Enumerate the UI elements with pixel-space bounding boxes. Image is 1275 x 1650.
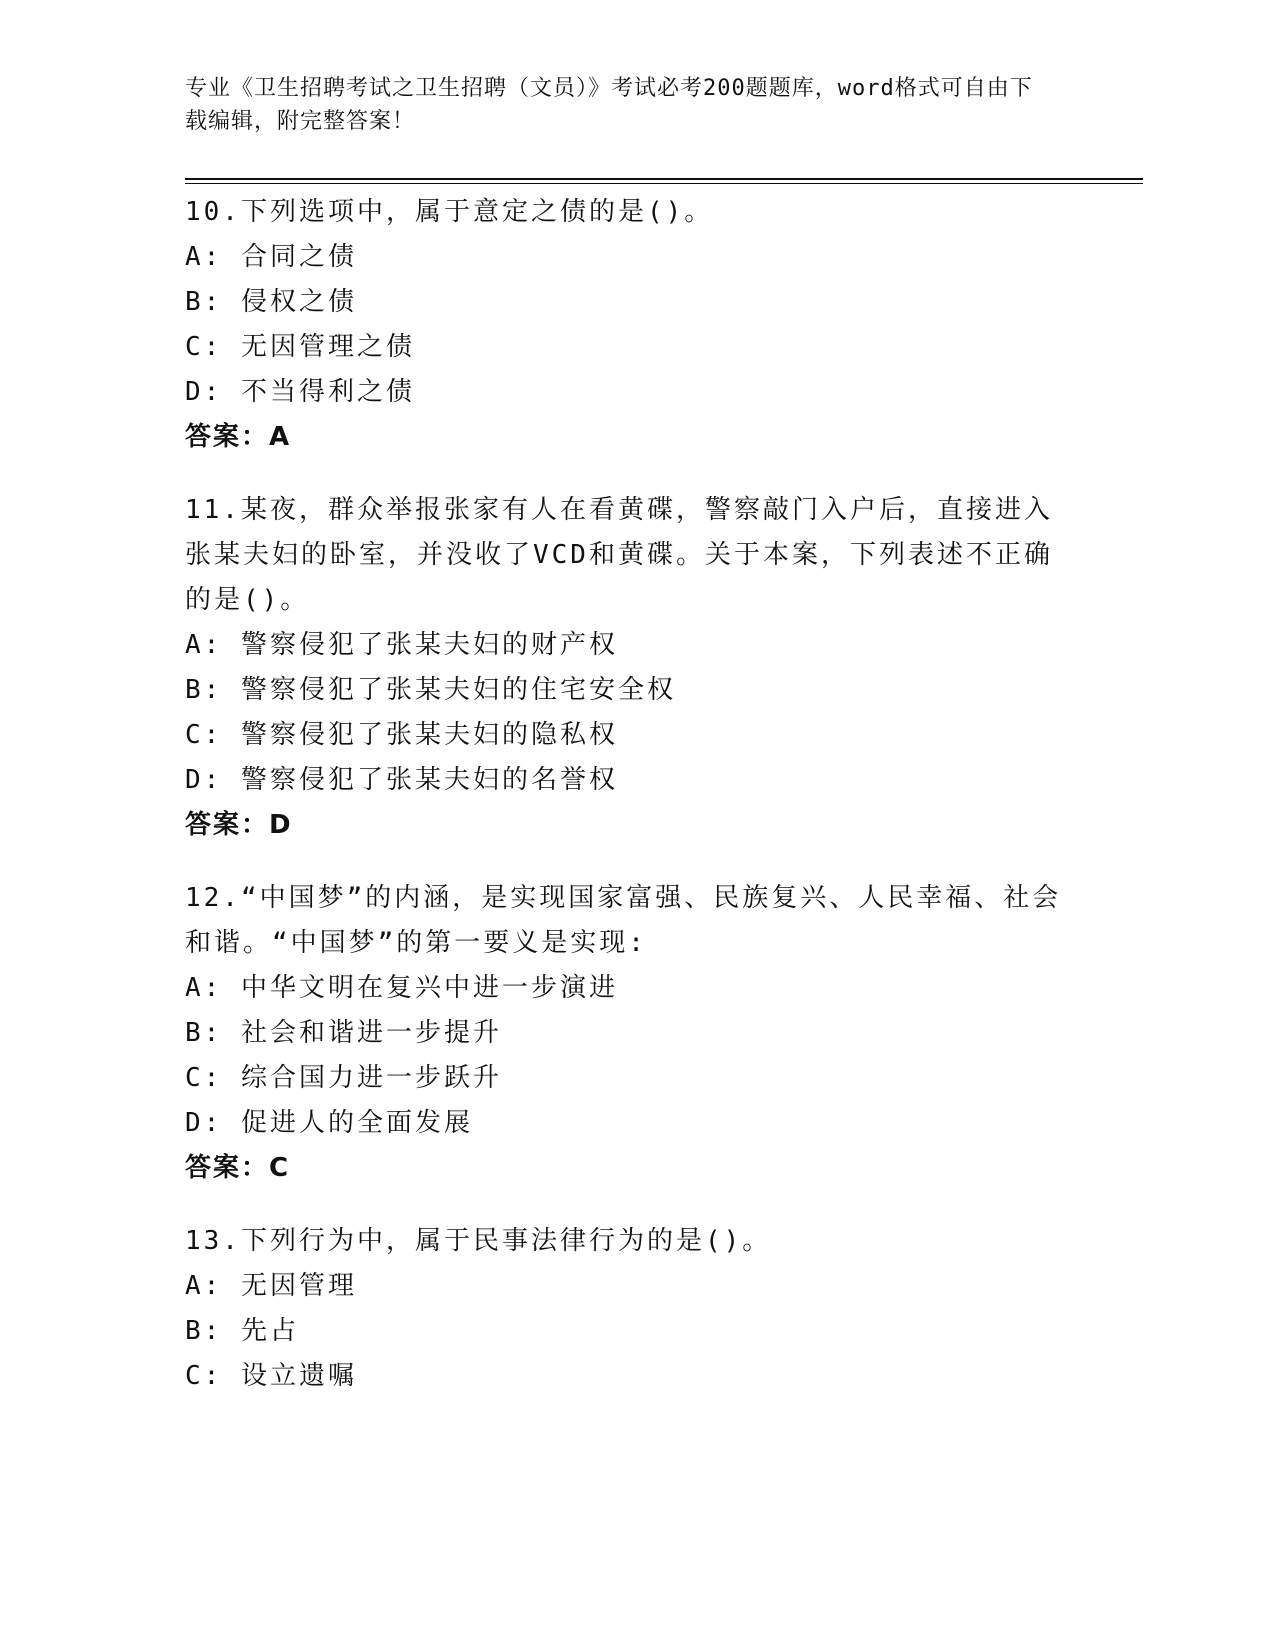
answer-label: 答案：C: [185, 1153, 291, 1183]
question-stem: 13.下列行为中，属于民事法律行为的是()。: [185, 1226, 772, 1256]
option-b: B: 侵权之债: [185, 287, 357, 317]
option-d: D: 警察侵犯了张某夫妇的名誉权: [185, 765, 618, 795]
option-b: B: 警察侵犯了张某夫妇的住宅安全权: [185, 675, 676, 705]
option-d: D: 促进人的全面发展: [185, 1108, 473, 1138]
question-12: [185, 876, 1065, 1191]
question-13: [185, 1219, 1065, 1399]
question-list: [185, 190, 1065, 1427]
option-b: B: 社会和谐进一步提升: [185, 1018, 502, 1048]
question-stem: 10.下列选项中，属于意定之债的是()。: [185, 197, 714, 227]
option-d: D: 不当得利之债: [185, 377, 415, 407]
option-a: A: 无因管理: [185, 1271, 357, 1301]
answer-label: 答案：D: [185, 810, 293, 840]
option-b: B: 先占: [185, 1316, 299, 1346]
document-header: 专业《卫生招聘考试之卫生招聘（文员）》考试必考200题题库，word格式可自由下载编辑，附完整答案！: [185, 76, 1033, 134]
option-a: A: 合同之债: [185, 242, 357, 272]
answer-label: 答案：A: [185, 422, 292, 452]
question-10: [185, 190, 1065, 460]
option-c: C: 警察侵犯了张某夫妇的隐私权: [185, 720, 618, 750]
option-c: C: 综合国力进一步跃升: [185, 1063, 502, 1093]
option-c: C: 无因管理之债: [185, 332, 415, 362]
header-divider-thin: [185, 183, 1143, 184]
option-a: A: 警察侵犯了张某夫妇的财产权: [185, 630, 618, 660]
option-c: C: 设立遗嘱: [185, 1361, 357, 1391]
header-divider: [185, 178, 1143, 180]
question-stem: 11.某夜，群众举报张家有人在看黄碟，警察敲门入户后，直接进入张某夫妇的卧室，并没收了VCD和黄碟。关于本案，下列表述不正确的是()。: [185, 495, 1053, 615]
question-11: [185, 488, 1065, 848]
option-a: A: 中华文明在复兴中进一步演进: [185, 973, 618, 1003]
question-stem: 12.“中国梦”的内涵，是实现国家富强、民族复兴、人民幸福、社会和谐。“中国梦”的第一要义是实现:: [185, 883, 1062, 958]
